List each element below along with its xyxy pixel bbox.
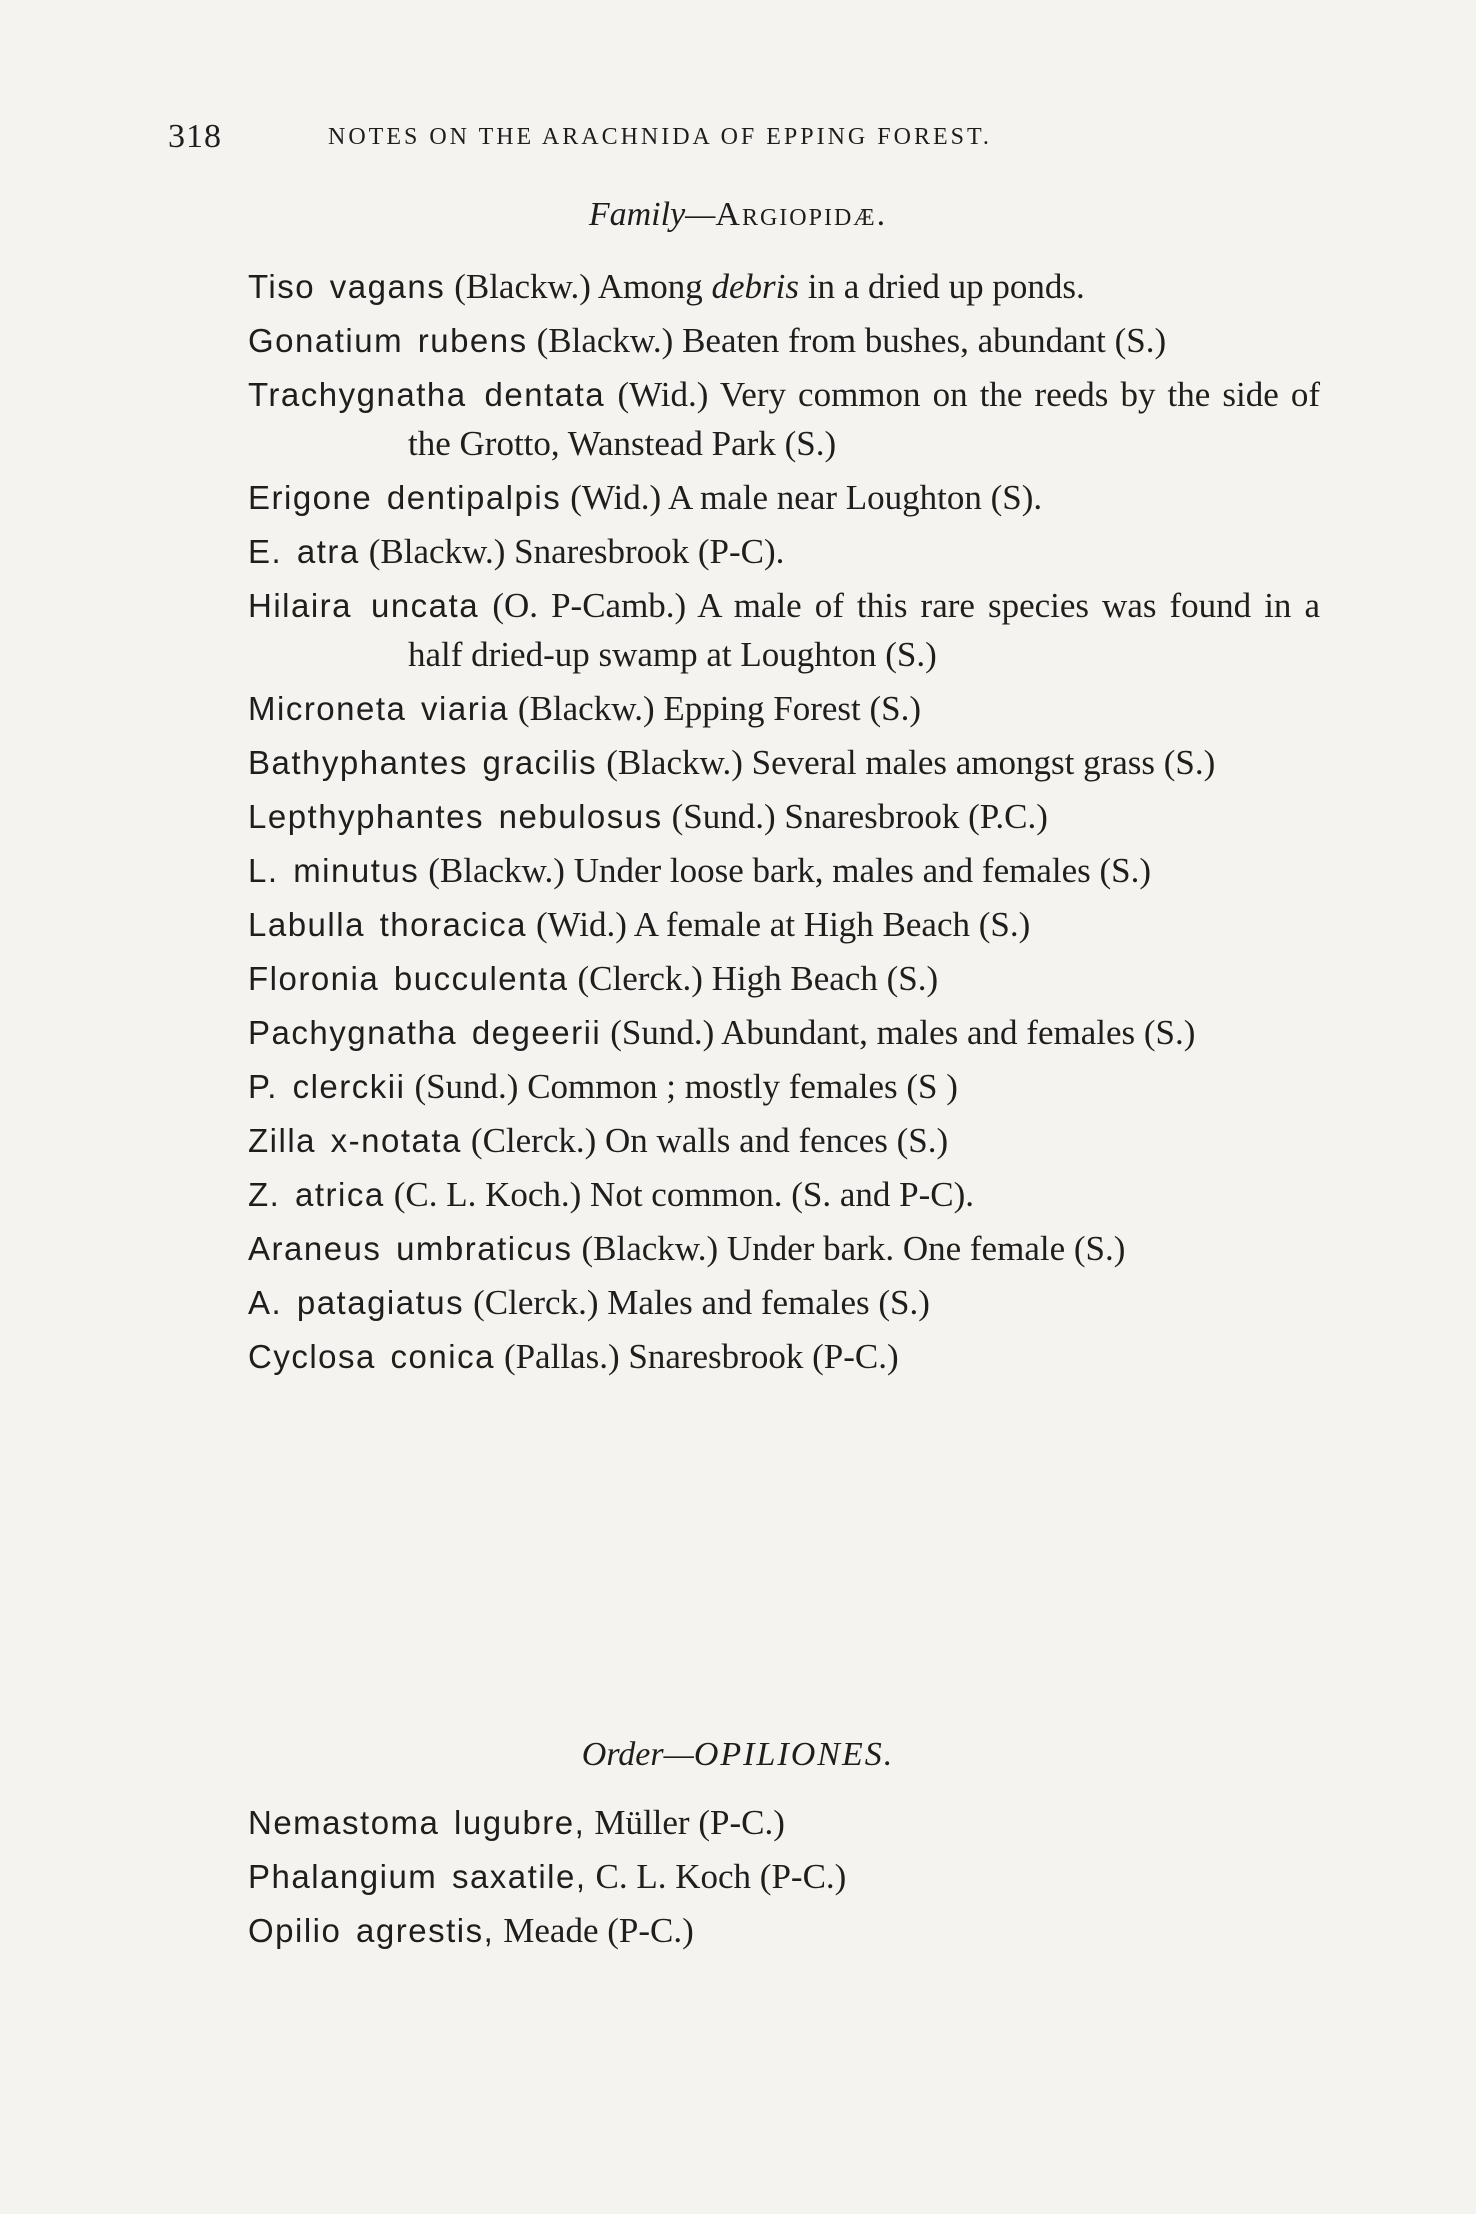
species-note: (Wid.) A female at High Beach (S.) bbox=[536, 905, 1031, 944]
order-entries bbox=[248, 1798, 1320, 1960]
species-note: (Clerck.) High Beach (S.) bbox=[577, 959, 939, 998]
species-name: Araneus umbraticus bbox=[248, 1230, 573, 1267]
species-note: (C. L. Koch.) Not common. (S. and P-C). bbox=[393, 1175, 975, 1214]
debris-italic: debris bbox=[711, 267, 799, 306]
species-name: Nemastoma lugubre, bbox=[248, 1804, 586, 1841]
species-name: Zilla x-notata bbox=[248, 1122, 462, 1159]
family-entries bbox=[248, 262, 1320, 1386]
species-name: Tiso vagans bbox=[248, 268, 446, 305]
species-entry bbox=[248, 1906, 1320, 1955]
species-entry bbox=[248, 900, 1320, 949]
species-name: Lepthyphantes nebulosus bbox=[248, 798, 663, 835]
species-entry bbox=[248, 1116, 1320, 1165]
species-entry bbox=[248, 1278, 1320, 1327]
species-entry bbox=[248, 846, 1320, 895]
species-name: Gonatium rubens bbox=[248, 322, 528, 359]
order-heading-name: OPILIONES. bbox=[693, 1736, 895, 1773]
species-entry bbox=[248, 1852, 1320, 1901]
species-note: C. L. Koch (P-C.) bbox=[595, 1857, 847, 1896]
species-note: (Blackw.) Under bark. One female (S.) bbox=[581, 1229, 1126, 1268]
species-name: Pachygnatha degeerii bbox=[248, 1014, 602, 1051]
species-name: Labulla thoracica bbox=[248, 906, 527, 943]
order-heading-lead: Order— bbox=[581, 1736, 694, 1773]
species-entry bbox=[248, 473, 1320, 522]
species-name: Opilio agrestis, bbox=[248, 1912, 495, 1949]
species-note: (Sund.) Snaresbrook (P.C.) bbox=[671, 797, 1048, 836]
species-note: (Clerck.) Males and females (S.) bbox=[473, 1283, 930, 1322]
species-note: (Clerck.) On walls and fences (S.) bbox=[470, 1121, 949, 1160]
species-name: Cyclosa conica bbox=[248, 1338, 495, 1375]
species-note: (Blackw.) Among debris in a dried up ponds. bbox=[454, 267, 1085, 306]
species-entry bbox=[248, 1008, 1320, 1057]
species-entry bbox=[248, 1062, 1320, 1111]
species-note: (Wid.) A male near Loughton (S). bbox=[570, 478, 1043, 517]
species-name: Floronia bucculenta bbox=[248, 960, 569, 997]
species-name: Microneta viaria bbox=[248, 690, 509, 727]
species-entry bbox=[248, 792, 1320, 841]
species-note: (Wid.) Very common on the reeds by the side of the Grotto, Wanstead Park (S.) bbox=[408, 375, 1320, 463]
species-entry bbox=[248, 370, 1320, 468]
species-note: (Sund.) Abundant, males and females (S.) bbox=[610, 1013, 1196, 1052]
species-name: Phalangium saxatile, bbox=[248, 1858, 587, 1895]
species-note: Müller (P-C.) bbox=[594, 1803, 785, 1842]
species-note: (O. P-Camb.) A male of this rare species was found in a half dried-up swamp at Loughton (S.) bbox=[408, 586, 1321, 674]
species-name: Z. atrica bbox=[248, 1176, 385, 1213]
species-note: (Sund.) Common ; mostly females (S ) bbox=[414, 1067, 958, 1106]
page-number: 318 bbox=[168, 118, 222, 155]
running-head bbox=[168, 118, 1328, 158]
family-heading-lead: Family— bbox=[588, 196, 716, 233]
species-name: Erigone dentipalpis bbox=[248, 479, 562, 516]
species-name: E. atra bbox=[248, 533, 360, 570]
species-entry bbox=[248, 527, 1320, 576]
family-heading-name: Argiopidæ. bbox=[715, 196, 888, 233]
species-entry bbox=[248, 738, 1320, 787]
species-note: (Blackw.) Epping Forest (S.) bbox=[517, 689, 922, 728]
species-note: (Pallas.) Snaresbrook (P-C.) bbox=[503, 1337, 899, 1376]
species-name: Bathyphantes gracilis bbox=[248, 744, 598, 781]
species-note: (Blackw.) Several males amongst grass (S.) bbox=[606, 743, 1216, 782]
species-note: (Blackw.) Snaresbrook (P-C). bbox=[368, 532, 785, 571]
species-entry bbox=[248, 581, 1320, 679]
species-name: Trachygnatha dentata bbox=[248, 376, 606, 413]
species-entry bbox=[248, 316, 1320, 365]
species-entry bbox=[248, 1798, 1320, 1847]
species-name: P. clerckii bbox=[248, 1068, 406, 1105]
species-entry bbox=[248, 684, 1320, 733]
species-name: Hilaira uncata bbox=[248, 587, 480, 624]
species-entry bbox=[248, 954, 1320, 1003]
species-entry bbox=[248, 1170, 1320, 1219]
species-entry bbox=[248, 1332, 1320, 1381]
header-title: NOTES ON THE ARACHNIDA OF EPPING FOREST. bbox=[328, 124, 992, 150]
species-entry bbox=[248, 1224, 1320, 1273]
family-heading bbox=[0, 196, 1476, 234]
species-name: L. minutus bbox=[248, 852, 420, 889]
species-entry bbox=[248, 262, 1320, 311]
order-heading bbox=[0, 1736, 1476, 1774]
species-note: Meade (P-C.) bbox=[503, 1911, 694, 1950]
species-name: A. patagiatus bbox=[248, 1284, 465, 1321]
species-note: (Blackw.) Beaten from bushes, abundant (S.) bbox=[536, 321, 1167, 360]
species-note: (Blackw.) Under loose bark, males and females (S.) bbox=[428, 851, 1152, 890]
